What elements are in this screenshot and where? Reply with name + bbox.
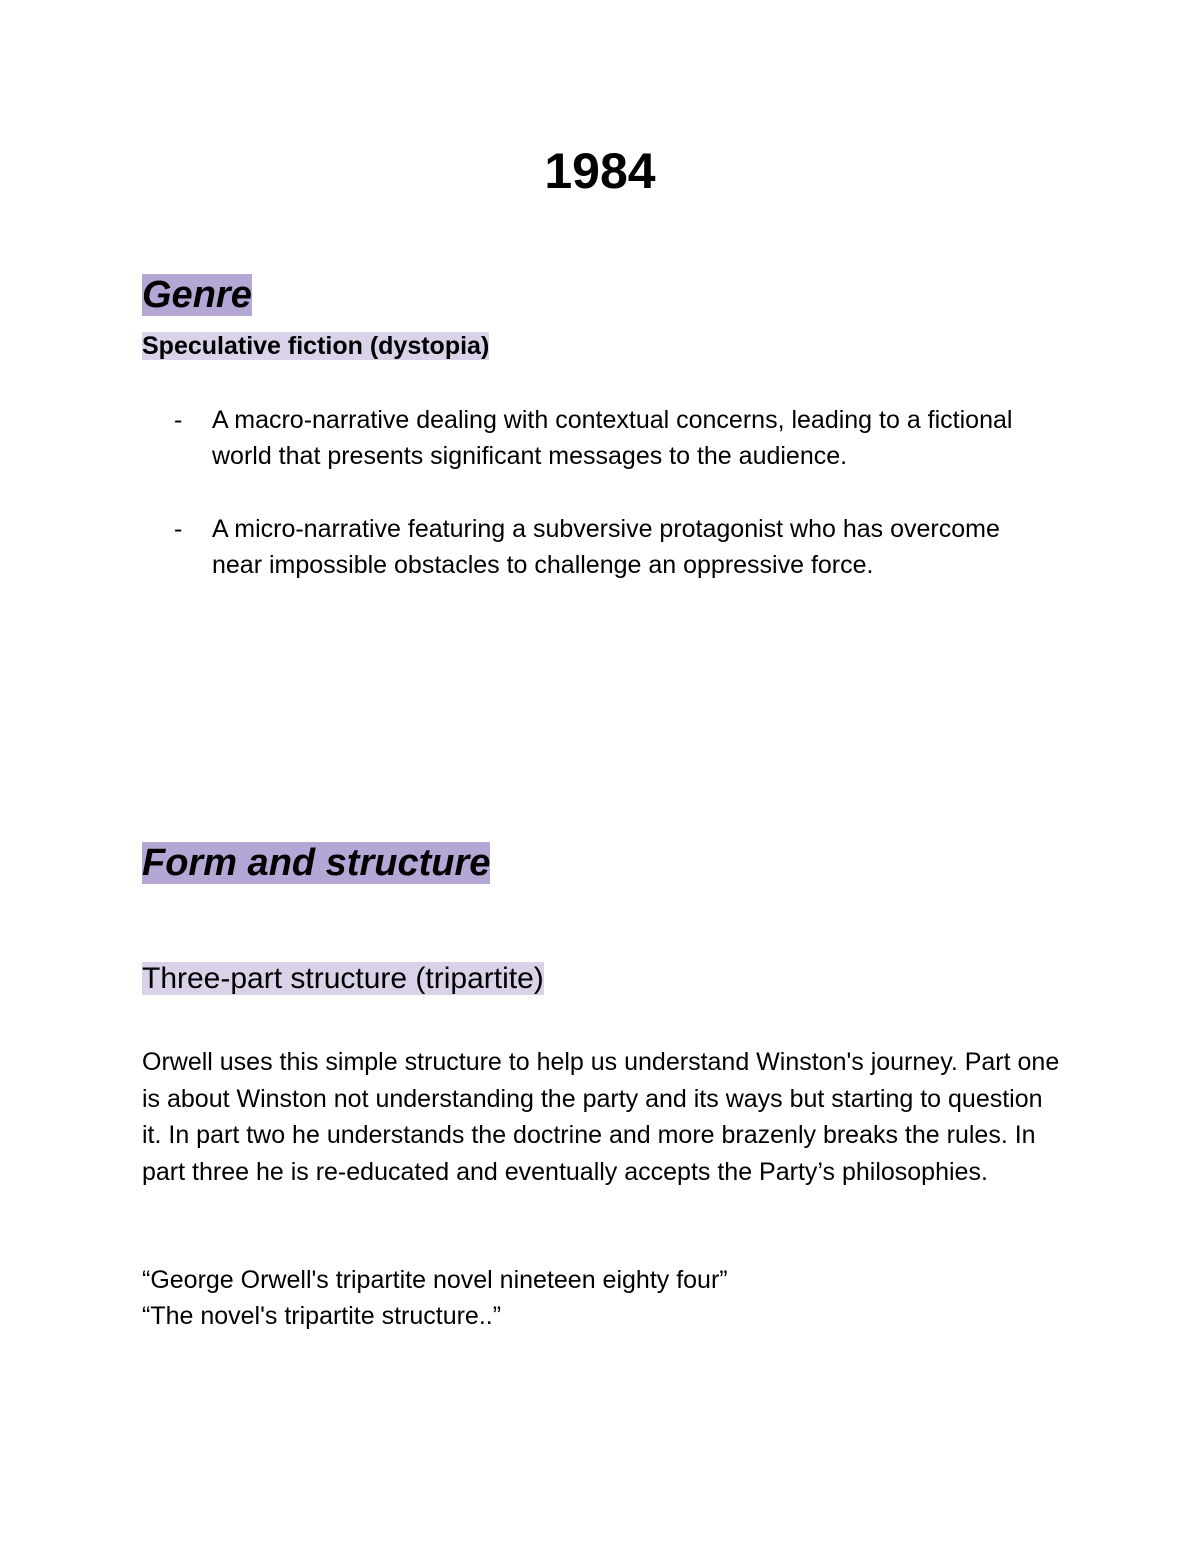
- form-structure-heading-text: Form and structure: [142, 842, 491, 884]
- bullet-text: A macro-narrative dealing with contextual concerns, leading to a fictional world that presents significant messages to the audience.: [212, 406, 1013, 470]
- genre-heading: [142, 272, 252, 318]
- form-structure-paragraph: Orwell uses this simple structure to help us understand Winston's journey. Part one is about Winston not understanding the party and its ways but starting to question it. In part two he understands the doctrine and more brazenly breaks the rules. In part three he is re-educated and eventually accepts the Party’s philosophies.: [142, 1048, 1060, 1186]
- genre-bullet-2: [174, 511, 1054, 583]
- form-structure-subheading-text: Three-part structure (tripartite): [142, 962, 544, 995]
- quote-line-2: “The novel's tripartite structure..”: [142, 1302, 502, 1330]
- bullet-text: A micro-narrative featuring a subversive protagonist who has overcome near impossible obstacles to challenge an oppressive force.: [212, 515, 1000, 579]
- genre-subheading-text: Speculative fiction (dystopia): [142, 332, 490, 360]
- genre-subheading: [142, 330, 489, 362]
- form-structure-subheading: [142, 960, 544, 998]
- document-title: 1984: [544, 143, 656, 199]
- bullet-marker: -: [174, 406, 183, 434]
- genre-bullet-1: [174, 402, 1054, 474]
- genre-heading-text: Genre: [142, 274, 252, 316]
- form-structure-heading: [142, 840, 490, 886]
- bullet-marker: -: [174, 515, 183, 543]
- quote-line-1: “George Orwell's tripartite novel nineteen eighty four”: [142, 1266, 728, 1294]
